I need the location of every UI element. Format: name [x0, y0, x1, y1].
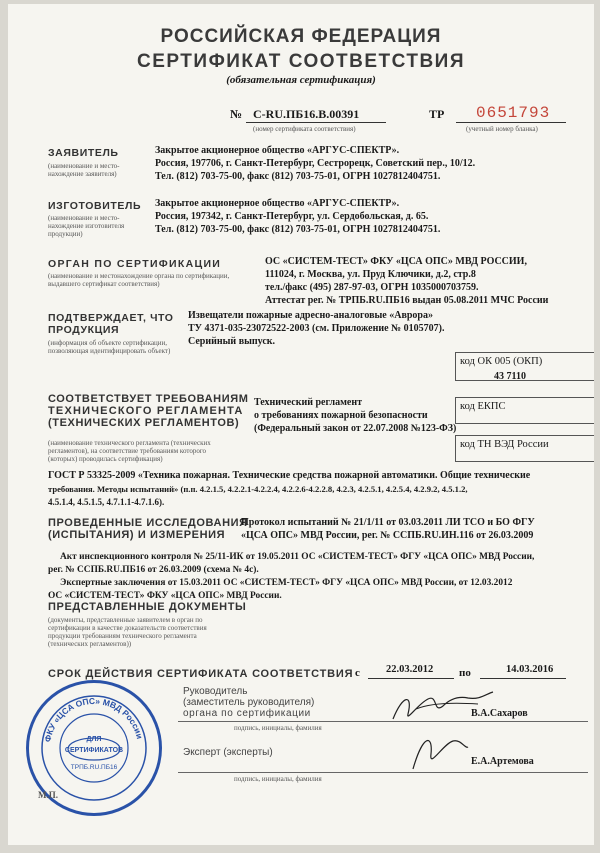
validity-to: 14.03.2016 — [506, 664, 554, 675]
certificate-number: С-RU.ПБ16.В.00391 — [253, 107, 360, 121]
tnved-code-label: код ТН ВЭД России — [460, 439, 549, 450]
applicant-note: (наименование и место-нахождение заявителя) — [48, 162, 120, 178]
blank-number: 0651793 — [476, 104, 551, 122]
manufacturer-note: (наименование и место-нахождение изготовителя продукции) — [48, 214, 125, 238]
expert-signature-icon — [403, 729, 473, 774]
documents-label: ПРЕДСТАВЛЕННЫЕ ДОКУМЕНТЫ — [48, 601, 247, 613]
to-underline — [480, 678, 566, 679]
tests-line: Протокол испытаний № 21/1/11 от 03.03.2011 ЛИ ТСО и БО ФГУ — [241, 517, 535, 528]
from-underline — [368, 678, 454, 679]
number-underline — [246, 122, 386, 123]
validity-label: СРОК ДЕЙСТВИЯ СЕРТИФИКАТА СООТВЕТСТВИЯ — [48, 668, 354, 680]
blank-note: (учетный номер бланка) — [466, 125, 538, 133]
gost-line: требования. Методы испытаний» (п.п. 4.2.1.5, 4.2.2.1-4.2.2.4, 4.2.2.6-4.2.2.8, 4.2.3, 4.2.5.1, 4.2.5.4, 4.2.9.2, 4.5.1.2, — [48, 484, 468, 494]
product-label-1: ПОДТВЕРЖДАЕТ, ЧТО — [48, 312, 174, 324]
conformity-note: (наименование технического регламента (технических регламентов), на соответствие требованиям которого (которых) проводилась сертификация) — [48, 439, 211, 463]
cert-body-line: 111024, г. Москва, ул. Пруд Ключики, д.2, стр.8 — [265, 269, 476, 280]
cert-body-line: Аттестат рег. № ТРПБ.RU.ПБ16 выдан 05.08.2011 МЧС России — [265, 295, 549, 306]
ekps-code-box — [455, 397, 594, 424]
inspection-line: Экспертные заключения от 15.03.2011 ОС «СИСТЕМ-ТЕСТ» ФГУ «ЦСА ОПС» МВД России, от 12.03.2012 — [60, 578, 513, 588]
gost-line: 4.5.1.4, 4.5.1.5, 4.7.1.1-4.7.1.6). — [48, 497, 165, 507]
conformity-label-3: (ТЕХНИЧЕСКИХ РЕГЛАМЕНТОВ) — [48, 417, 240, 429]
ekps-code-label: код ЕКПС — [460, 401, 506, 412]
head-label-2: (заместитель руководителя) — [183, 697, 315, 708]
validity-to-word: по — [459, 667, 471, 679]
expert-label: Эксперт (эксперты) — [183, 747, 273, 758]
applicant-line: Закрытое акционерное общество «АРГУС-СПЕКТР». — [155, 145, 400, 156]
okp-code-value: 43 7110 — [494, 371, 526, 382]
stamp-bottom-text: ТРПБ.RU.ПБ16 — [70, 764, 118, 771]
product-line: Серийный выпуск. — [188, 336, 276, 347]
head-signature-icon — [388, 684, 498, 729]
manufacturer-line: Закрытое акционерное общество «АРГУС-СПЕКТР». — [155, 198, 400, 209]
certificate-subtitle: (обязательная сертификация) — [226, 74, 376, 86]
okp-code-label: код ОК 005 (ОКП) — [460, 356, 543, 367]
head-label-3: органа по сертификации — [183, 708, 311, 719]
certificate-title: СЕРТИФИКАТ СООТВЕТСТВИЯ — [136, 51, 465, 72]
product-line: Извещатели пожарные адресно-аналоговые «Аврора» — [188, 310, 433, 321]
tnved-code-box — [455, 435, 594, 462]
applicant-line: Тел. (812) 703-75-00, факс (812) 703-75-01, ОГРН 1027812404751. — [155, 171, 441, 182]
product-label-2: ПРОДУКЦИЯ — [48, 324, 120, 336]
conformity-line: о требованиях пожарной безопасности — [254, 410, 428, 421]
applicant-line: Россия, 197706, г. Санкт-Петербург, Сестрорецк, Советский пер., 10/12. — [155, 158, 476, 169]
number-symbol: № — [230, 107, 243, 121]
mp-label: М.П. — [38, 790, 58, 800]
inspection-line: рег. № ССПБ.RU.ПБ16 от 26.03.2009 (схема № 4с). — [48, 565, 259, 575]
cert-body-note: (наименование и местонахождение органа по сертификации, выдавшего сертификат соответствия) — [48, 272, 230, 288]
tr-label: ТР — [429, 107, 445, 121]
cert-body-line: тел./факс (495) 287-97-03, ОГРН 1035000703759. — [265, 282, 479, 293]
expert-underline — [178, 772, 588, 773]
applicant-label: ЗАЯВИТЕЛЬ — [48, 147, 119, 159]
head-label-1: Руководитель — [183, 686, 248, 697]
product-note: (информация об объекте сертификации, позволяющая идентифицировать объект) — [48, 339, 171, 355]
head-sign-note: подпись, инициалы, фамилия — [234, 724, 322, 732]
head-underline — [178, 721, 588, 722]
conformity-label-1: СООТВЕТСТВУЕТ ТРЕБОВАНИЯМ — [48, 393, 249, 405]
svg-text:ДЛЯ: ДЛЯ — [86, 736, 102, 743]
tests-label-1: ПРОВЕДЕННЫЕ ИССЛЕДОВАНИЯ — [48, 517, 248, 529]
country-title: РОССИЙСКАЯ ФЕДЕРАЦИЯ — [160, 26, 442, 47]
gost-line: ГОСТ Р 53325-2009 «Техника пожарная. Технические средства пожарной автоматики. Общие технические — [48, 470, 531, 481]
tests-label-2: (ИСПЫТАНИЯ) И ИЗМЕРЕНИЯ — [48, 529, 226, 541]
expert-name: Е.А.Артемова — [471, 756, 534, 767]
documents-note: (документы, представленные заявителем в орган по сертификации в качестве доказательств соответствия продукции требованиям технического регламента (технических регламентов)) — [48, 616, 207, 648]
validity-from: 22.03.2012 — [386, 664, 434, 675]
manufacturer-label: ИЗГОТОВИТЕЛЬ — [48, 200, 142, 212]
head-name: В.А.Сахаров — [471, 708, 528, 719]
conformity-label-2: ТЕХНИЧЕСКОГО РЕГЛАМЕНТА — [48, 405, 244, 417]
validity-from-word: с — [355, 667, 360, 679]
inspection-line: ОС «СИСТЕМ-ТЕСТ» ФКУ «ЦСА ОПС» МВД России. — [48, 591, 282, 601]
expert-sign-note: подпись, инициалы, фамилия — [234, 775, 322, 783]
certificate-page — [8, 4, 594, 845]
conformity-line: (Федеральный закон от 22.07.2008 №123-ФЗ) — [254, 423, 457, 434]
manufacturer-line: Россия, 197342, г. Санкт-Петербург, ул. Сердобольская, д. 65. — [155, 211, 429, 222]
stamp-ring-text: ФКУ «ЦСА ОПС» МВД России — [42, 695, 145, 743]
tests-line: «ЦСА ОПС» МВД России, рег. № ССПБ.RU.ИН.116 от 26.03.2009 — [241, 530, 534, 541]
product-line: ТУ 4371-035-23072522-2003 (см. Приложение № 0105707). — [188, 323, 445, 334]
number-note: (номер сертификата соответствия) — [253, 125, 356, 133]
cert-body-label: ОРГАН ПО СЕРТИФИКАЦИИ — [48, 258, 222, 270]
cert-body-line: ОС «СИСТЕМ-ТЕСТ» ФКУ «ЦСА ОПС» МВД РОССИИ, — [265, 256, 527, 267]
conformity-line: Технический регламент — [254, 397, 363, 408]
blank-underline — [456, 122, 566, 123]
inspection-line: Акт инспекционного контроля № 25/11-ИК от 19.05.2011 ОС «СИСТЕМ-ТЕСТ» ФГУ «ЦСА ОПС» МВД России, — [60, 552, 535, 562]
manufacturer-line: Тел. (812) 703-75-00, факс (812) 703-75-01, ОГРН 1027812404751. — [155, 224, 441, 235]
stamp-inner-text: СЕРТИФИКАТОВ — [64, 747, 124, 754]
